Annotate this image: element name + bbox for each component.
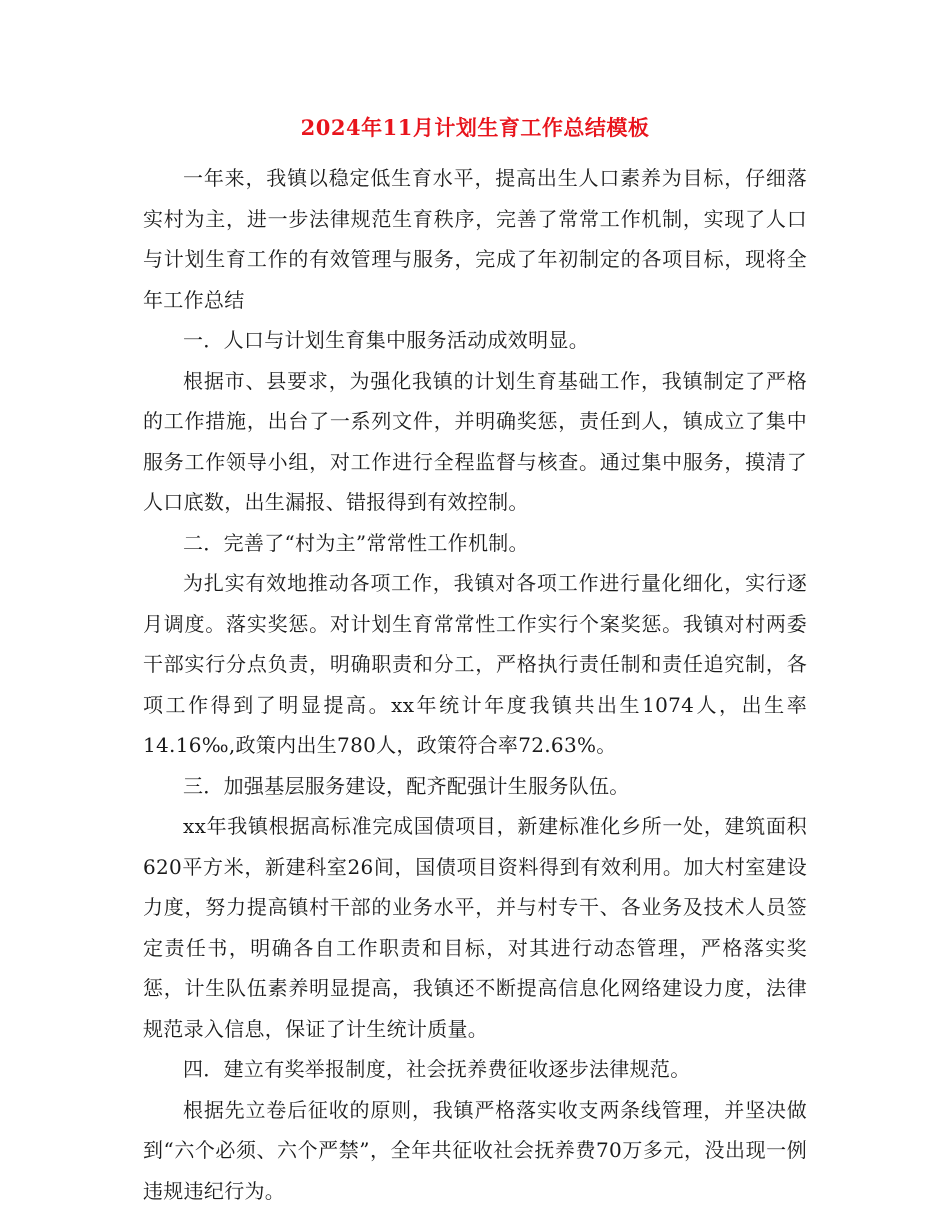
document-title: 2024年11月计划生育工作总结模板 xyxy=(300,115,650,140)
paragraph-section-2: 为扎实有效地推动各项工作，我镇对各项工作进行量化细化，实行逐月调度。落实奖惩。对计划生育常常性工作实行个案奖惩。我镇对村两委干部实行分点负责，明确职责和分工，严格执行责任制和责任追究制，各项工作得到了明显提高。xx年统计年度我镇共出生1074人，出生率14.16‰,政策内出生780人，政策符合率72.63%。 xyxy=(143,571,807,757)
paragraph-section-4: 根据先立卷后征收的原则，我镇严格落实收支两条线管理，并坚决做到“六个必须、六个严禁”，全年共征收社会抚养费70万多元，没出现一例违规违纪行为。 xyxy=(143,1097,807,1203)
section-heading-2: 二．完善了“村为主”常常性工作机制。 xyxy=(183,530,529,555)
paragraph-section-3: xx年我镇根据高标准完成国债项目，新建标准化乡所一处，建筑面积620平方米，新建科室26间，国债项目资料得到有效利用。加大村室建设力度，努力提高镇村干部的业务水平，并与村专干、各业务及技术人员签定责任书，明确各自工作职责和目标，对其进行动态管理，严格落实奖惩，计生队伍素养明显提高，我镇还不断提高信息化网络建设力度，法律规范录入信息，保证了计生统计质量。 xyxy=(143,814,807,1041)
section-heading-4: 四．建立有奖举报制度，社会抚养费征收逐步法律规范。 xyxy=(183,1057,691,1081)
paragraph-section-1: 根据市、县要求，为强化我镇的计划生育基础工作，我镇制定了严格的工作措施，出台了一系列文件，并明确奖惩，责任到人，镇成立了集中服务工作领导小组，对工作进行全程监督与核查。通过集中服务，摸清了人口底数，出生漏报、错报得到有效控制。 xyxy=(143,368,807,514)
section-heading-1: 一．人口与计划生育集中服务活动成效明显。 xyxy=(183,328,589,352)
paragraph-intro: 一年来，我镇以稳定低生育水平，提高出生人口素养为目标，仔细落实村为主，进一步法律规范生育秩序，完善了常常工作机制，实现了人口与计划生育工作的有效管理与服务，完成了年初制定的各项目标，现将全年工作总结 xyxy=(143,166,807,312)
section-heading-3: 三．加强基层服务建设，配齐配强计生服务队伍。 xyxy=(183,773,630,798)
document-body xyxy=(143,158,807,1211)
